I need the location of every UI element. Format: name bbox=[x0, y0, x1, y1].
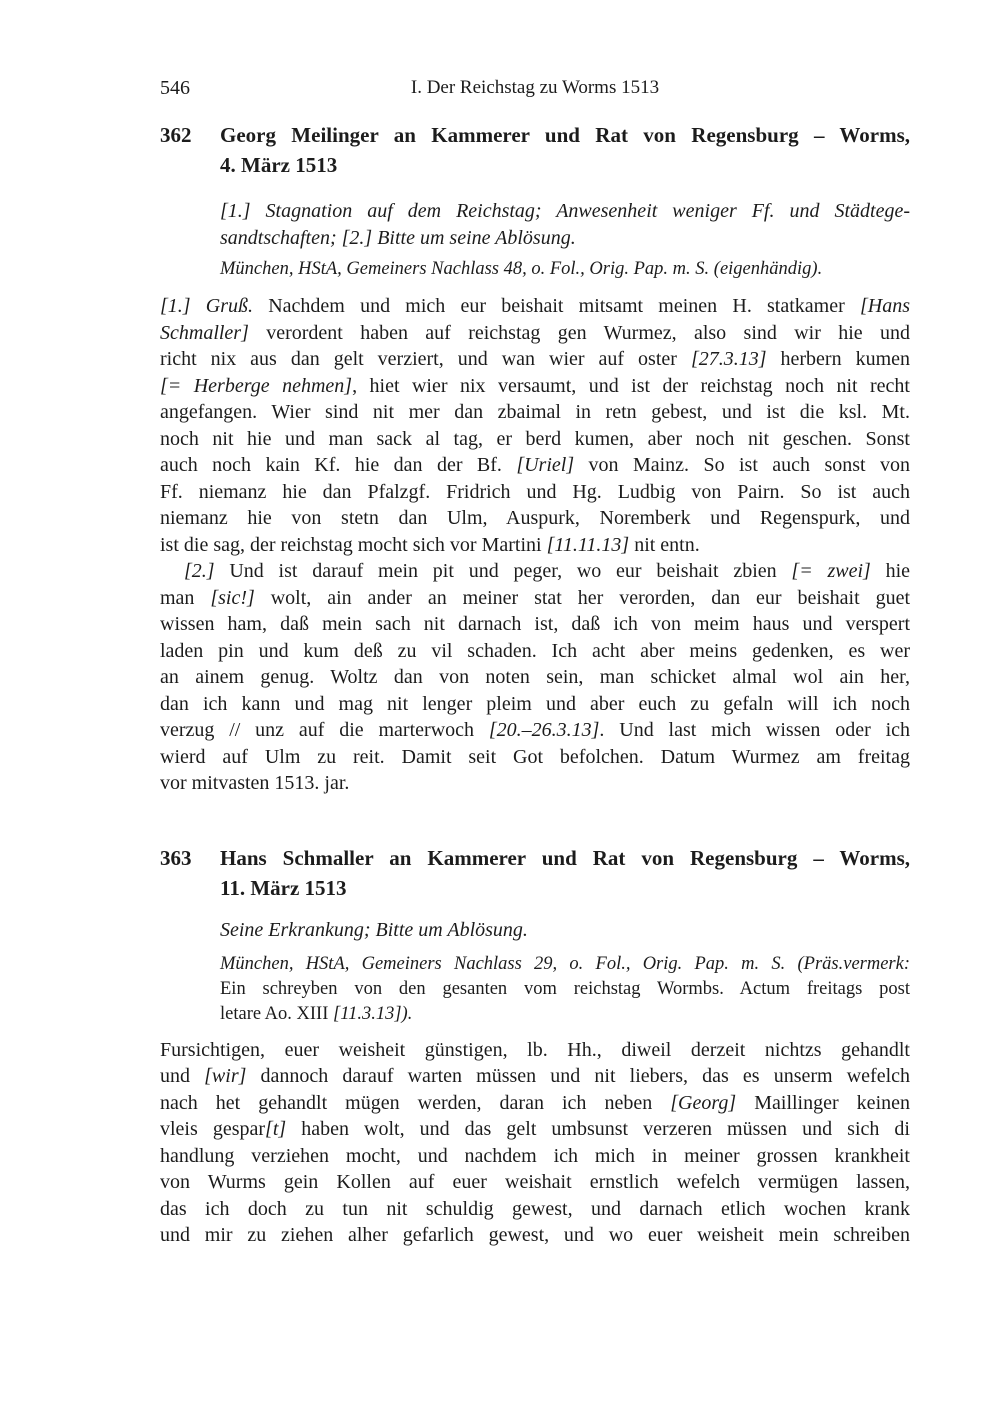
text-line bbox=[160, 426, 910, 453]
text-line bbox=[160, 664, 910, 691]
text-line bbox=[160, 479, 910, 506]
text-segment: Fursichtigen, euer weisheit günstigen, lb. Hh., diweil derzeit nichtzs gehandlt bbox=[160, 1038, 910, 1061]
editorial-text: München, HStA, Gemeiners Nachlass 48, o. Fol., Orig. Pap. m. S. (eigenhändig). bbox=[220, 259, 823, 279]
editorial-text: [1.] Gruß. bbox=[160, 295, 254, 317]
editorial-text: [Uriel] bbox=[516, 454, 575, 476]
text-segment: nit entn. bbox=[629, 533, 700, 556]
text-line bbox=[160, 611, 910, 638]
text-line bbox=[160, 691, 910, 718]
text-segment: Und ist darauf mein pit und peger, wo eur beishait zbien bbox=[214, 560, 792, 582]
text-segment: dannoch darauf warten müssen und nit liebers, das es unserm wefelch bbox=[246, 1065, 911, 1087]
text-segment: wolt, ain ander an meiner stat her verorden, dan eur beishait guet bbox=[254, 586, 911, 609]
text-line bbox=[220, 120, 910, 150]
text-segment: verzug // unz auf die marterwoch bbox=[160, 719, 489, 741]
running-header: I. Der Reichstag zu Worms 1513 bbox=[410, 77, 660, 98]
text-line bbox=[220, 873, 910, 903]
text-segment: und mir zu ziehen alher gefarlich gewest, und wo euer weisheit mein schreiben bbox=[160, 1224, 910, 1246]
editorial-text: [t] bbox=[265, 1118, 287, 1140]
text-line bbox=[160, 770, 910, 797]
text-segment: herbern kumen bbox=[766, 348, 910, 370]
text-segment: vor mitvasten 1513. jar. bbox=[160, 772, 350, 794]
text-line bbox=[160, 1143, 910, 1170]
text-line bbox=[160, 744, 910, 771]
entry-363 bbox=[160, 843, 910, 1249]
text-line bbox=[160, 452, 910, 479]
text-line bbox=[160, 1222, 910, 1249]
text-segment: vleis gespar bbox=[160, 1118, 266, 1140]
text-line bbox=[160, 1169, 910, 1196]
text-line bbox=[160, 532, 910, 559]
text-segment: letare Ao. XIII bbox=[220, 1003, 334, 1024]
editorial-text: [= Herberge nehmen] bbox=[160, 374, 353, 397]
editorial-text: [11.3.13]). bbox=[333, 1003, 413, 1024]
text-segment: sandtschaften; [2.] Bitte um seine Ablösung. bbox=[220, 227, 576, 249]
text-segment: man bbox=[160, 586, 211, 609]
text-segment: [1.] Stagnation auf dem Reichstag; Anwesenheit weniger Ff. und Städtege- bbox=[220, 200, 910, 222]
entry-362-summary bbox=[220, 198, 910, 252]
text-segment: . Und last mich wissen oder ich bbox=[599, 719, 910, 741]
editorial-text: [sic!] bbox=[210, 586, 255, 609]
text-segment: ist die sag, der reichstag mocht sich vor Martini bbox=[160, 533, 547, 556]
editorial-text: [wir] bbox=[204, 1065, 247, 1087]
entry-363-heading bbox=[160, 843, 910, 903]
text-segment: handlung verziehen mocht, und nachdem ich mich in meiner grossen krankheit bbox=[160, 1144, 910, 1167]
editorial-text: München, HStA, Gemeiners Nachlass 29, o. Fol., Orig. Pap. m. S. (Präs.vermerk: bbox=[220, 953, 910, 974]
entry-362-heading-text bbox=[220, 120, 910, 180]
page-header bbox=[160, 76, 910, 100]
text-segment: Ein schreyben von den gesanten vom reichstag Wormbs. Actum freitags post bbox=[220, 978, 910, 999]
text-segment: , hiet wier nix versaumt, und ist der reichstag noch nit recht bbox=[352, 374, 910, 397]
text-line bbox=[160, 638, 910, 665]
entry-362-body bbox=[160, 293, 910, 797]
text-segment: angefangen. Wier sind nit mer dan zbaimal in retn gebest, und ist die ksl. Mt. bbox=[160, 401, 910, 423]
text-line bbox=[220, 198, 910, 225]
text-segment: von Wurms gein Kollen auf euer weishait ernstlich wefelch vermügen lassen, bbox=[160, 1171, 910, 1193]
page-number: 546 bbox=[160, 77, 190, 99]
text-segment: Maillinger keinen bbox=[736, 1091, 910, 1114]
text-line bbox=[160, 585, 910, 612]
text-block bbox=[160, 76, 910, 1249]
editorial-text: [27.3.13] bbox=[690, 348, 767, 370]
text-line bbox=[220, 1002, 910, 1027]
text-segment: und bbox=[160, 1065, 205, 1087]
editorial-text: [Georg] bbox=[670, 1091, 737, 1114]
entry-363-body bbox=[160, 1037, 910, 1249]
entry-362 bbox=[160, 120, 910, 797]
text-line bbox=[160, 1090, 910, 1117]
text-line bbox=[160, 717, 910, 744]
text-segment: Hans Schmaller an Kammerer und Rat von Regensburg – Worms, bbox=[220, 845, 910, 870]
editorial-text: [Hans bbox=[859, 295, 910, 317]
text-segment: noch nit hie und man sack al tag, er berd kumen, aber noch nit geschen. Sonst bbox=[160, 427, 910, 450]
text-line bbox=[220, 977, 910, 1002]
editorial-text: [2.] bbox=[184, 560, 215, 582]
text-line bbox=[220, 225, 910, 252]
text-segment: laden pin und kum deß zu vil schaden. Ich acht aber meins gedenken, es wer bbox=[160, 639, 910, 662]
text-line bbox=[160, 346, 910, 373]
text-segment: 4. März 1513 bbox=[220, 153, 338, 177]
text-segment: richt nix aus dan gelt verziert, und wan wier auf oster bbox=[160, 348, 691, 370]
entry-362-number: 362 bbox=[160, 123, 192, 147]
text-line bbox=[220, 257, 910, 282]
text-line bbox=[160, 320, 910, 347]
text-line bbox=[160, 505, 910, 532]
text-segment: hie bbox=[870, 560, 910, 582]
editorial-text: Schmaller] bbox=[160, 321, 249, 344]
text-segment: Georg Meilinger an Kammerer und Rat von Regensburg – Worms, bbox=[220, 123, 910, 147]
text-segment: nach het gehandlt mügen werden, daran ich neben bbox=[160, 1091, 671, 1114]
text-line bbox=[160, 1116, 910, 1143]
editorial-text: [= zwei] bbox=[791, 560, 871, 582]
text-line bbox=[220, 952, 910, 977]
text-segment: auch noch kain Kf. hie dan der Bf. bbox=[160, 454, 517, 476]
text-line bbox=[220, 843, 910, 873]
text-line bbox=[160, 1196, 910, 1223]
text-segment: von Mainz. So ist auch sonst von bbox=[574, 454, 911, 476]
text-line bbox=[160, 1037, 910, 1064]
text-line bbox=[160, 293, 910, 320]
entry-362-source bbox=[220, 257, 910, 282]
text-segment: an ainem genug. Woltz dan von noten sein, man schicket almal wol ain her, bbox=[160, 666, 910, 688]
entry-363-heading-text bbox=[220, 843, 910, 903]
text-segment: verordent haben auf reichstag gen Wurmez, also sind wir hie und bbox=[248, 321, 910, 344]
text-segment: niemanz hie von stetn dan Ulm, Auspurk, Noremberk und Regenspurk, und bbox=[160, 507, 910, 529]
text-line bbox=[160, 558, 910, 585]
text-segment: Nachdem und mich eur beishait mitsamt meinen H. statkamer bbox=[253, 295, 860, 317]
text-line bbox=[220, 150, 910, 180]
text-line bbox=[220, 917, 910, 944]
text-segment: 11. März 1513 bbox=[220, 875, 347, 900]
text-segment: haben wolt, und das gelt umbsunst verzeren müssen und sich di bbox=[286, 1118, 910, 1140]
text-segment: Ff. niemanz hie dan Pfalzgf. Fridrich und Hg. Ludbig von Pairn. So ist auch bbox=[160, 480, 910, 503]
text-segment: Seine Erkrankung; Bitte um Ablösung. bbox=[220, 918, 528, 941]
text-line bbox=[160, 373, 910, 400]
entry-363-source bbox=[220, 952, 910, 1027]
text-segment: wierd auf Ulm zu reit. Damit seit Got befolchen. Datum Wurmez am freitag bbox=[160, 745, 910, 768]
editorial-text: [11.11.13] bbox=[546, 533, 630, 556]
entry-363-summary bbox=[220, 917, 910, 944]
entry-363-number: 363 bbox=[160, 845, 192, 870]
text-line bbox=[160, 399, 910, 426]
text-line bbox=[160, 1063, 910, 1090]
entry-362-heading bbox=[160, 120, 910, 180]
text-segment: wissen ham, daß mein sach nit darnach ist, daß ich von meim haus und verspert bbox=[160, 613, 910, 635]
text-segment: das ich doch zu tun nit schuldig gewest, und darnach etlich wochen krank bbox=[160, 1197, 910, 1220]
text-segment: dan ich kann und mag nit lenger pleim und aber euch zu gefaln will ich noch bbox=[160, 692, 910, 715]
editorial-text: [20.–26.3.13] bbox=[488, 719, 600, 741]
